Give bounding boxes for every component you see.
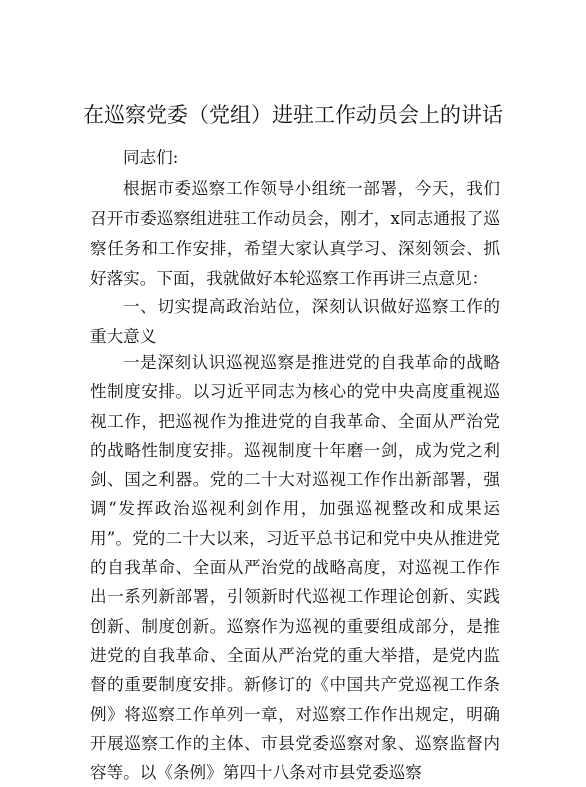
- salutation: 同志们:: [123, 148, 179, 167]
- body-paragraph: 一是深刻认识巡视巡察是推进党的自我革命的战略性制度安排。以习近平同志为核心的党中央高度重视巡视工作，把巡视作为推进党的自我革命、全面从严治党的战略性制度安排。巡视制度十年磨一剑，成为党之利剑、国之利器。党的二十大对巡视工作作出新部署，强调“发挥政治巡视利剑作用，加强巡视整改和成果运用”。党的二十大以来，习近平总书记和党中央从推进党的自我革命、全面从严治党的战略高度，对巡视工作作出一系列新部署，引领新时代巡视工作理论创新、实践创新、制度创新。巡察作为巡视的重要组成部分，是推进党的自我革命、全面从严治党的重大举措，是党内监督的重要制度安排。新修订的《中国共产党巡视工作条例》将巡察工作单列一章，对巡察工作作出规定，明确开展巡察工作的主体、市县党委巡察对象、巡察监督内容等。以《条例》第四十八条对市县党委巡察: [90, 353, 500, 783]
- section-heading: 一、切实提高政治站位，深刻认识做好巡察工作的重大意义: [90, 297, 500, 346]
- document-title: 在巡察党委（党组）进驻工作动员会上的讲话: [83, 103, 503, 127]
- intro-paragraph: 根据市委巡察工作领导小组统一部署，今天，我们召开市委巡察组进驻工作动员会，刚才，x同志通报了巡察任务和工作安排，希望大家认真学习、深刻领会、抓好落实。下面，我就做好本轮巡察工作再讲三点意见：: [90, 179, 500, 288]
